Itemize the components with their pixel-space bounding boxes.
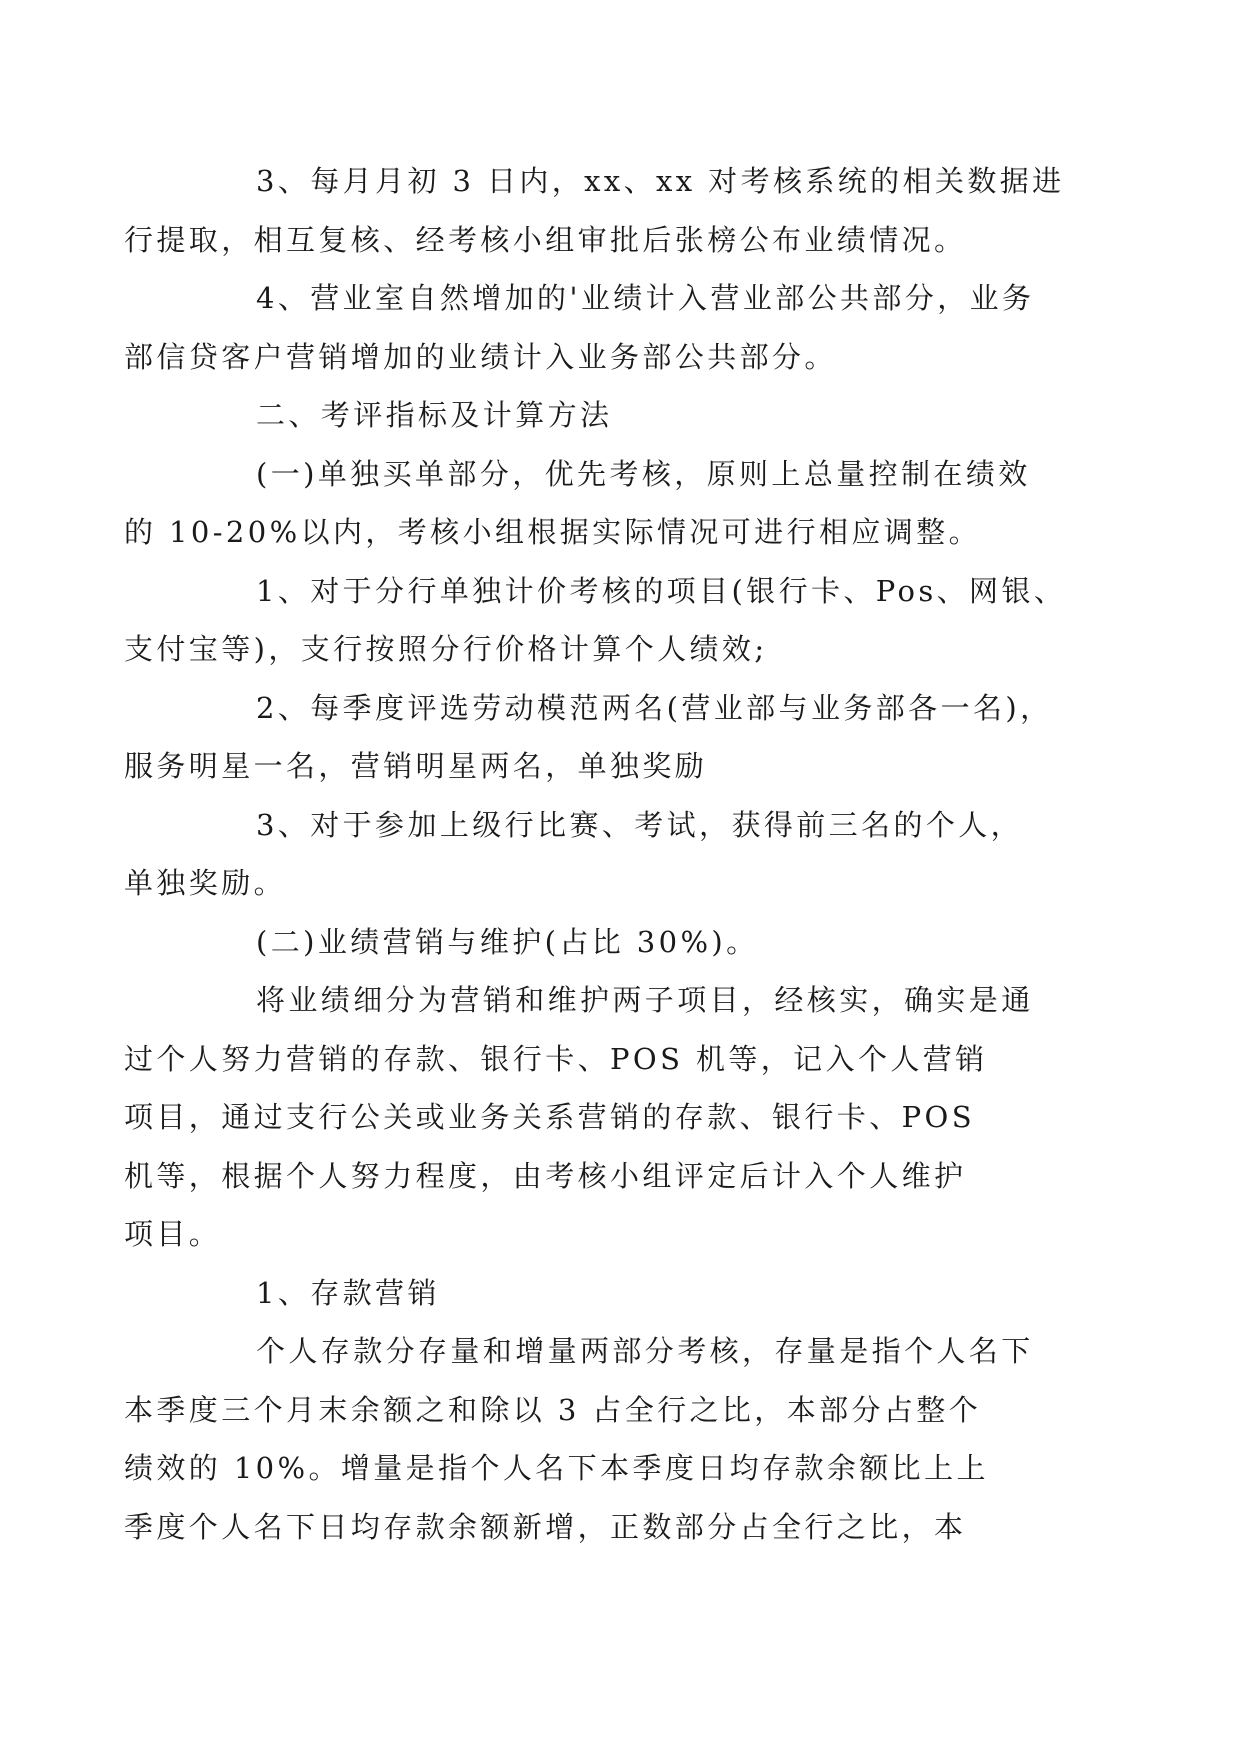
text-line: 支付宝等)，支行按照分行价格计算个人绩效; [124, 632, 768, 666]
text-line: 个人存款分存量和增量两部分考核，存量是指个人名下 [256, 1334, 1034, 1368]
text-line: 2、每季度评选劳动模范两名(营业部与业务部各一名)， [256, 690, 1053, 725]
text-line: 的 10-20%以内，考核小组根据实际情况可进行相应调整。 [124, 515, 981, 549]
text-line: 机等，根据个人努力程度，由考核小组评定后计入个人维护 [124, 1158, 967, 1193]
text-line: 绩效的 10%。增量是指个人名下本季度日均存款余额比上上 [124, 1451, 989, 1485]
text-line: 4、营业室自然增加的'业绩计入营业部公共部分，业务 [256, 281, 1035, 315]
paragraph-deposit-assessment [124, 1322, 1070, 1556]
text-line: 二、考评指标及计算方法 [256, 398, 613, 432]
text-line: 本季度三个月末余额之和除以 3 占全行之比，本部分占整个 [124, 1392, 982, 1427]
text-line: 单独奖励。 [124, 866, 287, 900]
text-line: (二)业绩营销与维护(占比 30%)。 [256, 924, 759, 959]
section-heading-indicators [190, 386, 1070, 445]
text-line: 将业绩细分为营销和维护两子项目，经核实，确实是通 [256, 983, 1034, 1017]
paragraph-quarterly-awards [124, 679, 1070, 796]
text-line: 1、存款营销 [256, 1275, 440, 1310]
document-body [124, 152, 1070, 1556]
paragraph-separate-billing [124, 445, 1070, 562]
text-line: (一)单独买单部分，优先考核，原则上总量控制在绩效 [256, 456, 1031, 491]
text-line: 项目。 [124, 1217, 222, 1251]
text-line: 3、每月月初 3 日内，xx、xx 对考核系统的相关数据进 [256, 164, 1065, 198]
paragraph-public-performance [124, 269, 1070, 386]
text-line: 过个人努力营销的存款、银行卡、POS 机等，记入个人营销 [124, 1041, 988, 1076]
paragraph-competition-awards [124, 796, 1070, 913]
paragraph-data-extraction [124, 152, 1070, 269]
text-line: 3、对于参加上级行比赛、考试，获得前三名的个人， [256, 807, 1024, 842]
text-line: 项目，通过支行公关或业务关系营销的存款、银行卡、POS [124, 1100, 975, 1134]
subheading-deposit-marketing [190, 1264, 1070, 1323]
text-line: 1、对于分行单独计价考核的项目(银行卡、Pos、网银、 [256, 573, 1067, 608]
paragraph-marketing-maintenance [124, 971, 1070, 1264]
text-line: 部信贷客户营销增加的业绩计入业务部公共部分。 [124, 339, 837, 374]
text-line: 行提取，相互复核、经考核小组审批后张榜公布业绩情况。 [124, 222, 967, 257]
text-line: 服务明星一名，营销明星两名，单独奖励 [124, 749, 708, 783]
paragraph-branch-pricing [124, 562, 1070, 679]
text-line: 季度个人名下日均存款余额新增，正数部分占全行之比，本 [124, 1509, 967, 1544]
section-heading-marketing [190, 913, 1070, 972]
